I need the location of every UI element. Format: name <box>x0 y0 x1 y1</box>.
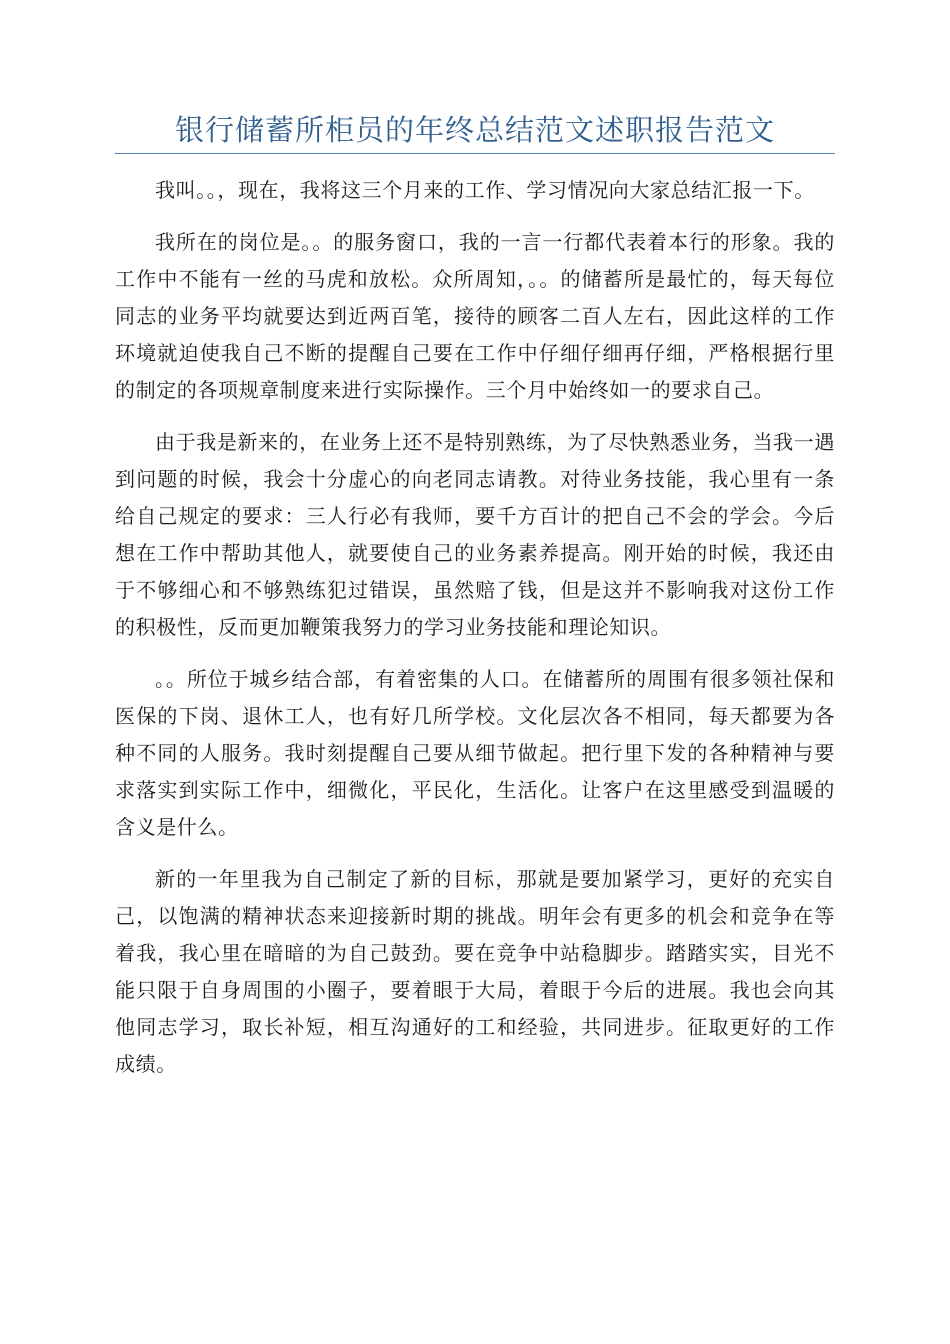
document-body <box>115 172 835 1098</box>
page-title: 银行储蓄所柜员的年终总结范文述职报告范文 <box>174 113 775 147</box>
paragraph-4: 。。所位于城乡结合部，有着密集的人口。在储蓄所的周围有很多领社保和医保的下岗、退休工人，也有好几所学校。文化层次各不相同，每天都要为各种不同的人服务。我时刻提醒自己要从细节做起。把行里下发的各种精神与要求落实到实际工作中，细微化，平民化，生活化。让客户在这里感受到温暖的含义是什么。 <box>115 667 835 839</box>
title-underline <box>115 153 835 154</box>
paragraph-3: 由于我是新来的，在业务上还不是特别熟练，为了尽快熟悉业务，当我一遇到问题的时候，我会十分虚心的向老同志请教。对待业务技能，我心里有一条给自己规定的要求：三人行必有我师，要千方百计的把自己不会的学会。今后想在工作中帮助其他人，就要使自己的业务素养提高。刚开始的时候，我还由于不够细心和不够熟练犯过错误，虽然赔了钱，但是这并不影响我对这份工作的积极性，反而更加鞭策我努力的学习业务技能和理论知识。 <box>115 430 835 639</box>
paragraph-5: 新的一年里我为自己制定了新的目标，那就是要加紧学习，更好的充实自己，以饱满的精神状态来迎接新时期的挑战。明年会有更多的机会和竞争在等着我，我心里在暗暗的为自己鼓劲。要在竞争中站稳脚步。踏踏实实，目光不能只限于自身周围的小圈子，要着眼于大局，着眼于今后的进展。我也会向其他同志学习，取长补短，相互沟通好的工和经验，共同进步。征取更好的工作成绩。 <box>115 867 835 1076</box>
paragraph-1: 我叫。。，现在，我将这三个月来的工作、学习情况向大家总结汇报一下。 <box>155 178 815 202</box>
paragraph-2: 我所在的岗位是。。的服务窗口，我的一言一行都代表着本行的形象。我的工作中不能有一丝的马虎和放松。众所周知，。。的储蓄所是最忙的，每天每位同志的业务平均就要达到近两百笔，接待的顾客二百人左右，因此这样的工作环境就迫使我自己不断的提醒自己要在工作中仔细仔细再仔细，严格根据行里的制定的各项规章制度来进行实际操作。三个月中始终如一的要求自己。 <box>115 230 835 402</box>
